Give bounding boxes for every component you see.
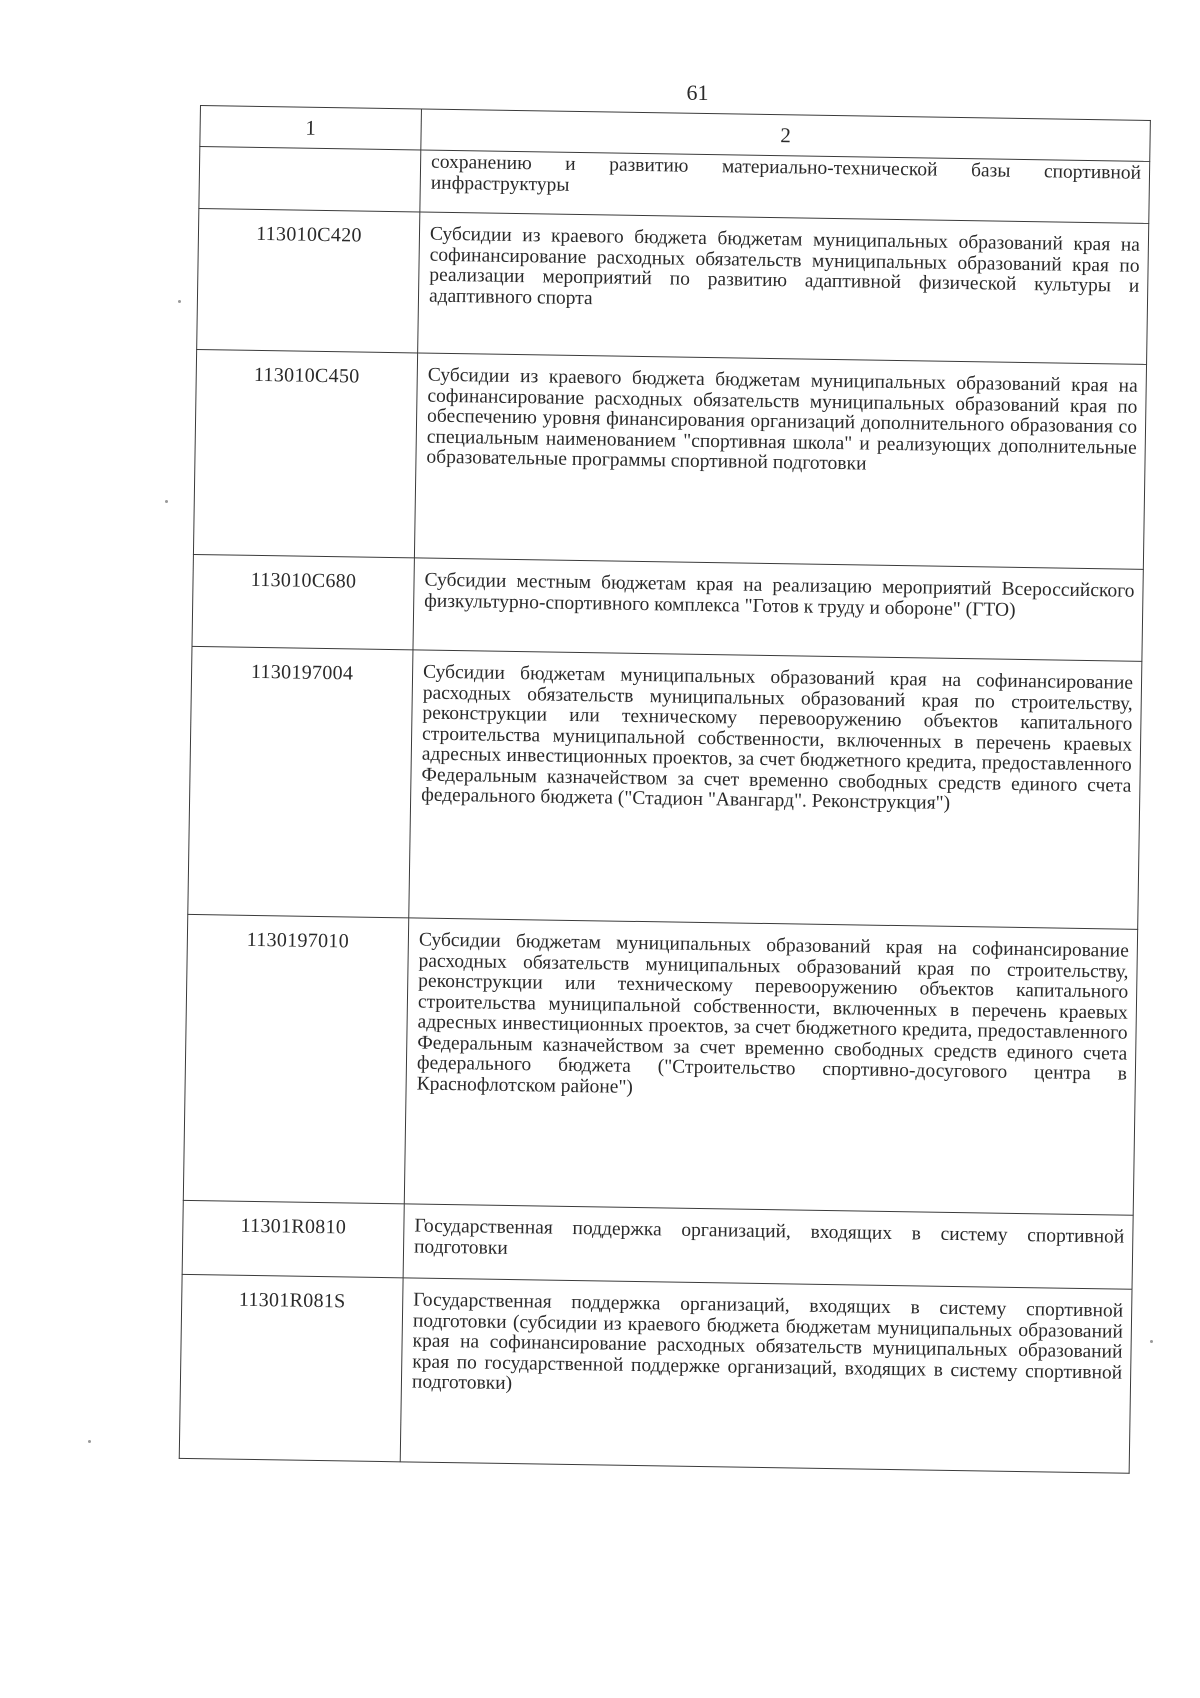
table-row [192,554,1143,661]
description-cell: Субсидии из краевого бюджета бюджетам муниципальных образований края на софинансирование расходных обязательств муниципальных образований края по реализации мероприятий по развитию адаптивной физической культуры и адаптивного спорта [418,212,1149,364]
budget-code-cell: 11301R081S [179,1274,403,1461]
scan-speck [88,1440,91,1443]
budget-code-cell: 113010С680 [192,554,414,649]
budget-code-cell: 113010С420 [197,208,420,352]
table-row [188,646,1142,929]
table-row [197,208,1149,364]
table-row [193,349,1146,569]
table-row [179,1274,1132,1473]
budget-code-cell: 1130197004 [188,646,413,917]
description-cell: Субсидии местным бюджетам края на реализацию мероприятий Всероссийского физкультурно-спортивного комплекса "Готов к труду и обороне" (ГТО) [413,558,1143,661]
column-header-2: 2 [421,109,1151,161]
description-cell: Государственная поддержка организаций, входящих в систему спортивной подготовки [403,1204,1133,1289]
scan-speck [165,500,168,503]
budget-code-table [179,105,1151,1474]
description-cell: Субсидии бюджетам муниципальных образований края на софинансирование расходных обязательств муниципальных образований края по строительству, реконструкции или техническому перевооружению объектов капитального строительства муниципальной собственности, включенных в перечень краевых адресных инвестиционных проектов, за счет бюджетного кредита, предоставленного Федеральным казначейством за счет временно свободных средств единого счета федерального бюджета ("Стадион "Авангард". Реконструкция") [409,650,1142,929]
description-cell: Субсидии бюджетам муниципальных образований края на софинансирование расходных обязательств муниципальных образований края по строительству, реконструкции или техническому перевооружению объектов капитального строительства муниципальной собственности, включенных в перечень краевых адресных инвестиционных проектов, за счет бюджетного кредита, предоставленного Федеральным казначейством за счет временно свободных средств единого счета федерального бюджета ("Строительство спортивно-досугового центра в Краснофлотском районе") [404,918,1137,1215]
budget-code-cell [199,147,421,212]
page-number: 61 [686,80,709,105]
scan-speck [178,300,181,303]
budget-code-cell: 11301R0810 [182,1200,404,1277]
description-cell: Государственная поддержка организаций, входящих в систему спортивной подготовки (субсидии из краевого бюджета бюджетам муниципальных образований края на софинансирование расходных обязательств муниципальных образований края по государственной поддержке организаций, входящих в систему спортивной подготовки) [400,1278,1132,1473]
budget-code-cell: 113010С450 [193,349,417,557]
column-header-1: 1 [200,106,422,150]
table-row [183,914,1137,1215]
budget-code-cell: 1130197010 [183,914,408,1203]
description-cell: Субсидии из краевого бюджета бюджетам муниципальных образований края на софинансирование расходных обязательств муниципальных образований края по обеспечению уровня финансирования организаций дополнительного образования со специальным наименованием "спортивная школа" и реализующих дополнительные образовательные программы спортивной подготовки [414,353,1146,569]
description-cell: сохранению и развитию материально-технической базы спортивной инфраструктуры [420,150,1150,223]
scan-speck [1150,1340,1153,1343]
